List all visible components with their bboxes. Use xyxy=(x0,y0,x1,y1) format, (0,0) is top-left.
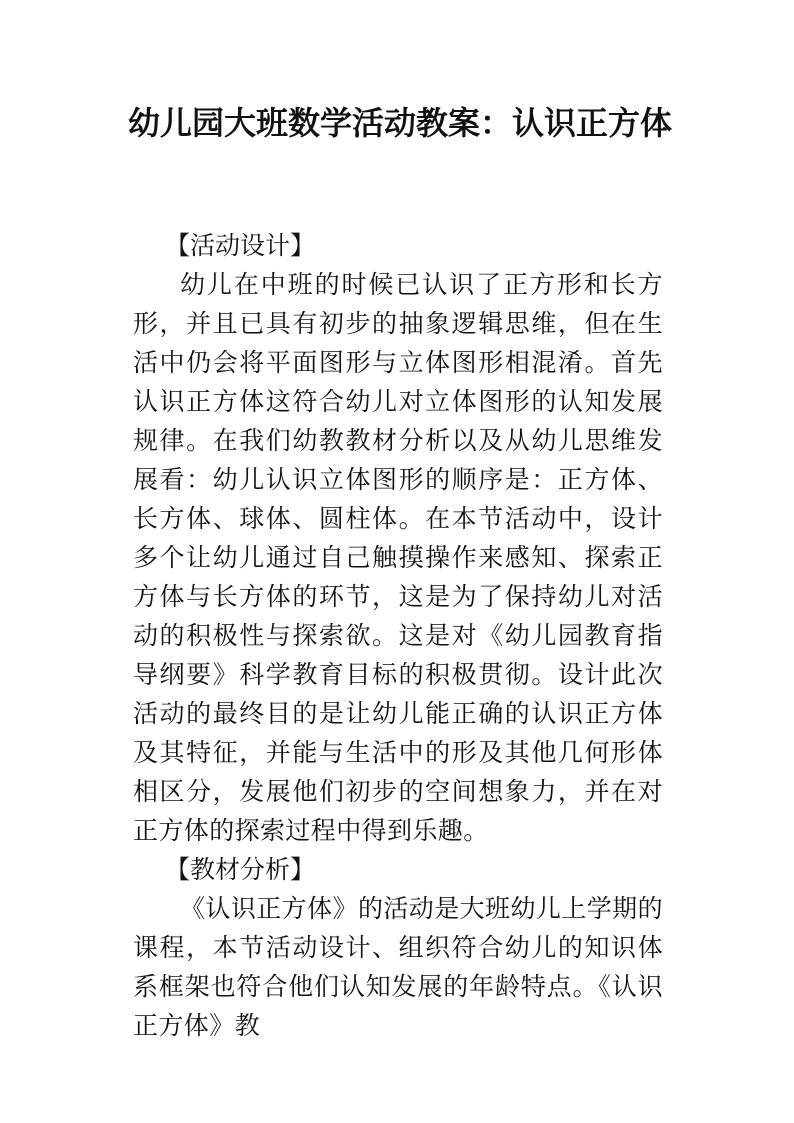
section-paragraph-material-analysis: 《认识正方体》的活动是大班幼儿上学期的课程，本节活动设计、组织符合幼儿的知识体系框架也符合他们认知发展的年龄特点。《认识正方体》教 xyxy=(133,894,663,1040)
document-title: 幼儿园大班数学活动教案：认识正方体 xyxy=(127,104,672,142)
section-paragraph-activity-design: 幼儿在中班的时候已认识了正方形和长方形，并且已具有初步的抽象逻辑思维，但在生活中仍会将平面图形与立体图形相混淆。首先认识正方体这符合幼儿对立体图形的认知发展规律。在我们幼教教材分析以及从幼儿思维发展看：幼儿认识立体图形的顺序是：正方体、长方体、球体、圆柱体。在本节活动中，设计多个让幼儿通过自己触摸操作来感知、探索正方体与长方体的环节，这是为了保持幼儿对活动的积极性与探索欲。这是对《幼儿园教育指导纲要》科学教育目标的积极贯彻。设计此次活动的最终目的是让幼儿能正确的认识正方体及其特征，并能与生活中的形及其他几何形体相区分，发展他们初步的空间想象力，并在对正方体的探索过程中得到乐趣。 xyxy=(133,270,663,845)
section-heading-activity-design: 【活动设计】 xyxy=(165,231,316,260)
document-body xyxy=(133,226,663,1045)
section-heading-material-analysis: 【教材分析】 xyxy=(165,855,316,884)
